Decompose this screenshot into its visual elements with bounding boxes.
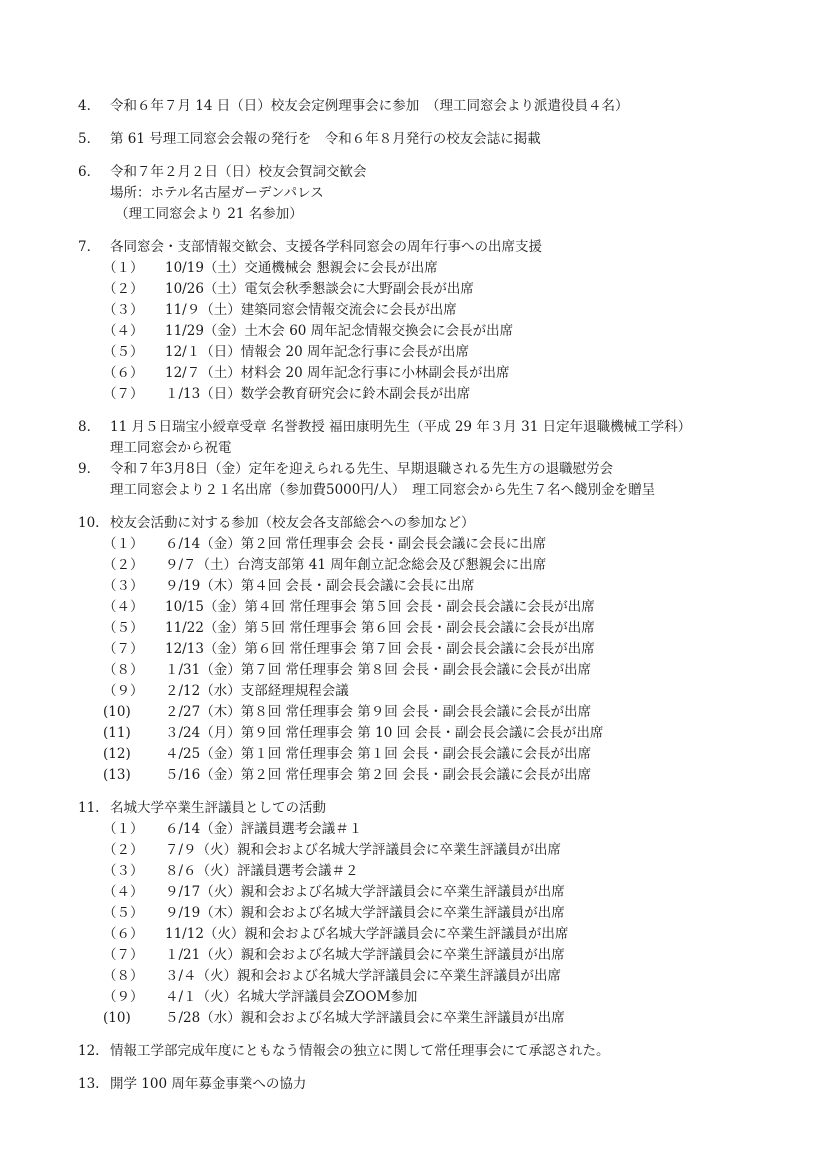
list-item-number: （１） (103, 260, 144, 276)
list-item (78, 924, 808, 945)
list-item-number: （３） (103, 863, 144, 879)
section-heading (78, 1041, 808, 1062)
section (78, 129, 808, 150)
list-item-number: （９） (103, 989, 144, 1005)
section-title: 令和７年２月２日（日）校友会賀詞交歓会 (110, 164, 367, 180)
section-detail-line: （理工同窓会より 21 名参加） (115, 206, 303, 222)
list-item (78, 639, 808, 660)
section (78, 96, 808, 117)
list-item (78, 903, 808, 924)
section-number: 12. (78, 1043, 100, 1059)
list-item-text: ６/14（金）第２回 常任理事会 会長・副会長会議に会長に出席 (165, 536, 547, 552)
list-item-number: (10) (103, 704, 131, 720)
list-item-number: (10) (103, 1010, 131, 1026)
list-item-text: ５/28（水）親和会および名城大学評議員会に卒業生評議員が出席 (165, 1010, 565, 1026)
section-title: 名城大学卒業生評議員としての活動 (110, 800, 326, 816)
section-number: 4． (78, 98, 101, 114)
section-title: 令和６年７月 14 日（日）校友会定例理事会に参加 （理工同窓会より派遣役員４名） (110, 98, 629, 114)
section-number: 13. (78, 1076, 100, 1092)
section-heading (78, 96, 808, 117)
list-item-number: (12) (103, 746, 131, 762)
list-item-text: 12/13（金）第６回 常任理事会 第７回 会長・副会長会議に会長が出席 (165, 641, 595, 657)
list-item (78, 765, 808, 786)
list-item-text: １/13（日）数学会教育研究会に鈴木副会長が出席 (165, 386, 471, 402)
list-item (78, 300, 808, 321)
list-item-text: 11/29（金）土木会 60 周年記念情報交換会に会長が出席 (165, 323, 514, 339)
section-detail-line: 理工同窓会より２１名出席（参加費5000円/人） 理工同窓会から先生７名へ餞別金を贈呈 (110, 482, 656, 498)
list-item-text: ９/19（木）親和会および名城大学評議員会に卒業生評議員が出席 (165, 905, 565, 921)
list-item (78, 279, 808, 300)
list-item (78, 681, 808, 702)
list-item-number: （３） (103, 578, 144, 594)
section (78, 1041, 808, 1062)
list-item-text: 10/26（土）電気会秋季懇談会に大野副会長が出席 (165, 281, 474, 297)
list-item-number: （２） (103, 842, 144, 858)
section-title: 令和７年3月8日（金）定年を迎えられる先生、早期退職される先生方の退職慰労会 (110, 461, 614, 477)
section-title: 情報工学部完成年度にともなう情報会の独立に関して常任理事会にて承認された。 (110, 1043, 610, 1059)
list-item-number: （４） (103, 323, 144, 339)
section-title: 開学 100 周年募金事業への協力 (110, 1076, 307, 1092)
list-item-number: （５） (103, 620, 144, 636)
list-item (78, 861, 808, 882)
section-number: 5． (78, 131, 101, 147)
list-item-number: （１） (103, 536, 144, 552)
list-item-text: ２/27（木）第８回 常任理事会 第９回 会長・副会長会議に会長が出席 (165, 704, 592, 720)
list-item (78, 966, 808, 987)
section-heading (78, 417, 808, 438)
list-item (78, 987, 808, 1008)
section (78, 237, 808, 405)
section-number: 8． (78, 419, 101, 435)
list-item (78, 576, 808, 597)
list-item-text: ９/19（木）第４回 会長・副会長会議に会長に出席 (165, 578, 475, 594)
section (78, 513, 808, 786)
list-item-text: ５/16（金）第２回 常任理事会 第２回 会長・副会長会議に会長が出席 (165, 767, 592, 783)
list-item (78, 597, 808, 618)
list-item-text: 12/１（日）情報会 20 周年記念行事に会長が出席 (165, 344, 469, 360)
section-title: 校友会活動に対する参加（校友会各支部総会への参加など） (110, 515, 475, 531)
list-item-text: ４/25（金）第１回 常任理事会 第１回 会長・副会長会議に会長が出席 (165, 746, 592, 762)
list-item-number: （３） (103, 302, 144, 318)
list-item-number: （１） (103, 821, 144, 837)
section-heading (78, 459, 808, 480)
list-item-text: １/31（金）第７回 常任理事会 第８回 会長・副会長会議に会長が出席 (165, 662, 592, 678)
list-item-number: （７） (103, 386, 144, 402)
list-item (78, 258, 808, 279)
section-title: 第 61 号理工同窓会会報の発行を 令和６年８月発行の校友会誌に掲載 (110, 131, 541, 147)
list-item (78, 660, 808, 681)
list-item-text: 10/15（金）第４回 常任理事会 第５回 会長・副会長会議に会長が出席 (165, 599, 595, 615)
section (78, 1074, 808, 1095)
list-item-text: 10/19（土）交通機械会 懇親会に会長が出席 (165, 260, 438, 276)
list-item-number: （８） (103, 968, 144, 984)
list-item-text: ９/７（土）台湾支部第 41 周年創立記念総会及び懇親会に出席 (165, 557, 547, 573)
section-heading (78, 129, 808, 150)
list-item-text: ６/14（金）評議員選考会議＃１ (165, 821, 363, 837)
list-item-text: 11/22（金）第５回 常任理事会 第６回 会長・副会長会議に会長が出席 (165, 620, 595, 636)
list-item-text: ３/４（火）親和会および名城大学評議員会に卒業生評議員が出席 (165, 968, 562, 984)
list-item (78, 534, 808, 555)
list-item (78, 723, 808, 744)
list-item (78, 945, 808, 966)
list-item-text: ３/24（月）第９回 常任理事会 第 10 回 会長・副会長会議に会長が出席 (165, 725, 604, 741)
list-item-text: ２/12（水）支部経理規程会議 (165, 683, 349, 699)
list-item-number: （７） (103, 641, 144, 657)
list-item (78, 342, 808, 363)
list-item-number: （２） (103, 281, 144, 297)
list-item (78, 744, 808, 765)
list-item-text: １/21（火）親和会および名城大学評議員会に卒業生評議員が出席 (165, 947, 565, 963)
section (78, 798, 808, 1029)
section (78, 417, 808, 459)
section-detail-line: 場所：ホテル名古屋ガーデンパレス (110, 185, 324, 201)
list-item (78, 702, 808, 723)
list-item-text: 11/12（火）親和会および名城大学評議員会に卒業生評議員が出席 (165, 926, 569, 942)
section-heading (78, 513, 808, 534)
list-item-text: 11/９（土）建築同窓会情報交流会に会長が出席 (165, 302, 457, 318)
list-item-number: （９） (103, 683, 144, 699)
list-item-number: （４） (103, 884, 144, 900)
section-number: 9． (78, 461, 101, 477)
section-number: 11. (78, 800, 100, 816)
section-title: 各同窓会・支部情報交歓会、支援各学科同窓会の周年行事への出席支援 (110, 239, 542, 255)
list-item (78, 321, 808, 342)
list-item (78, 363, 808, 384)
list-item-number: (11) (103, 725, 131, 741)
list-item (78, 840, 808, 861)
list-item-number: （５） (103, 905, 144, 921)
list-item-number: （２） (103, 557, 144, 573)
list-item-text: ８/６（火）評議員選考会議＃２ (165, 863, 359, 879)
list-item (78, 384, 808, 405)
section-number: 6． (78, 164, 101, 180)
list-item (78, 618, 808, 639)
report-body (78, 96, 808, 1095)
list-item-text: ９/17（火）親和会および名城大学評議員会に卒業生評議員が出席 (165, 884, 565, 900)
section-title: 11 月５日瑞宝小綬章受章 名誉教授 福田康明先生（平成 29 年３月 31 日定年退職機械工学科） (110, 419, 692, 435)
list-item (78, 1008, 808, 1029)
section (78, 162, 808, 225)
list-item (78, 819, 808, 840)
list-item-text: 12/７（土）材料会 20 周年記念行事に小林副会長が出席 (165, 365, 510, 381)
section (78, 459, 808, 501)
list-item-text: ７/９（火）親和会および名城大学評議員会に卒業生評議員が出席 (165, 842, 562, 858)
list-item-number: （８） (103, 662, 144, 678)
section-heading (78, 237, 808, 258)
list-item-number: （７） (103, 947, 144, 963)
list-item-number: （６） (103, 365, 144, 381)
section-number: 10. (78, 515, 100, 531)
list-item-number: （５） (103, 344, 144, 360)
section-number: 7． (78, 239, 101, 255)
list-item-number: （４） (103, 599, 144, 615)
list-item-number: (13) (103, 767, 131, 783)
section-heading (78, 798, 808, 819)
section-detail-line: 理工同窓会から祝電 (110, 440, 232, 456)
section-heading (78, 162, 808, 183)
section-heading (78, 1074, 808, 1095)
list-item-text: ４/１（火）名城大学評議員会ZOOM参加 (165, 989, 418, 1005)
list-item (78, 882, 808, 903)
list-item (78, 555, 808, 576)
list-item-number: （６） (103, 926, 144, 942)
